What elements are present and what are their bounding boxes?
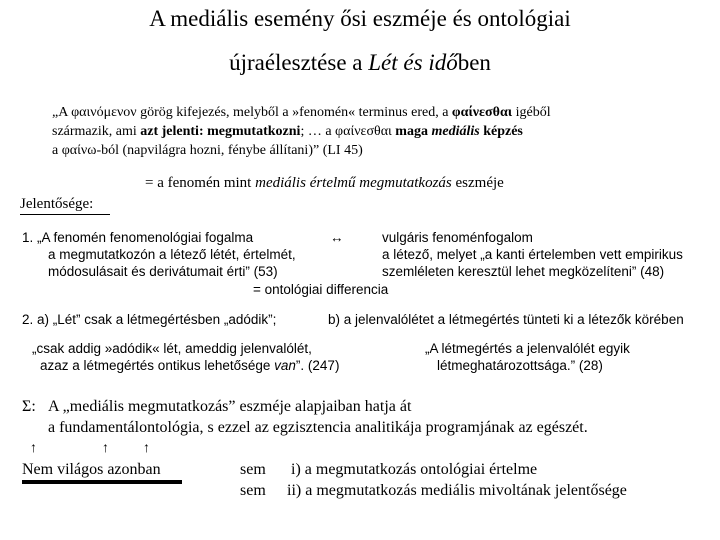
quote-l2-bold3: képzés <box>479 124 523 139</box>
quote-l1-a: „A <box>52 105 72 120</box>
point1-left-line3: módosulásait és derivátumait érti” (53) <box>48 264 278 279</box>
quote-l1-greek: φαινόμενον <box>71 105 137 120</box>
up-arrow-2: ↑ <box>102 441 109 456</box>
unclear-label: Nem világos azonban <box>22 461 161 478</box>
quote-l1-b: görög kifejezés, melyből a »fenomén« terminus ered, a <box>136 105 452 120</box>
sem-1: sem <box>240 461 266 478</box>
quote-l3-b: -ból (napvilágra hozni, fénybe állítani)” (LI 45) <box>96 143 363 158</box>
sigma-line2: a fundamentálontológia, s ezzel az egzisztencia analitikája programjának az egészét. <box>48 419 588 436</box>
point2-quote-left-line1: „csak addig »adódik« lét, ameddig jelenvalólét, <box>32 341 312 356</box>
point1-right-line1: vulgáris fenoménfogalom <box>382 230 533 245</box>
unclear-underline <box>22 480 182 484</box>
point2-right: b) a jelenvalólétet a létmegértés tünteti ki a létezők körében <box>328 312 684 327</box>
quote-line3 <box>52 142 363 159</box>
quote-l3-greek: φαίνω <box>61 143 97 158</box>
item-i: i) a megmutatkozás ontológiai értelme <box>291 461 538 478</box>
quote-l1-c: igéből <box>512 105 551 120</box>
eq-pre: = a fenomén mint <box>145 175 256 191</box>
section-label-underline <box>20 214 110 215</box>
point2-ql2-pre: azaz a létmegértés ontikus lehetősége <box>40 358 275 373</box>
slide-title-line2 <box>0 50 720 76</box>
item-ii: ii) a megmutatkozás mediális mivoltának jelentősége <box>287 482 627 499</box>
quote-l2-bold: azt jelenti: megmutatkozni <box>140 124 301 139</box>
title-line2-italic: Lét és idő <box>368 50 458 75</box>
eq-italic: mediális értelmű megmutatkozás <box>255 175 452 191</box>
point1-arrow: ↔ <box>330 230 344 245</box>
quote-l2-greek: φαίνεσθαι <box>335 124 392 139</box>
point2-quote-left-line2 <box>40 358 339 373</box>
title-line2-post: ben <box>457 50 491 75</box>
quote-l1-greek2: φαίνεσθαι <box>451 105 513 120</box>
point2-ql2-italic: van <box>274 358 296 373</box>
quote-l2-bold-italic: mediális <box>431 124 480 139</box>
up-arrow-3: ↑ <box>143 441 150 456</box>
quote-l2-b: ; … a <box>300 124 336 139</box>
phenomenon-equation <box>145 175 504 192</box>
quote-line1 <box>52 104 551 121</box>
quote-line2 <box>52 123 523 140</box>
quote-l3-a: a <box>52 143 62 158</box>
point1-right-line2: a létező, melyet „a kanti értelemben vett empirikus <box>382 247 683 262</box>
point2-left: 2. a) „Lét” csak a létmegértésben „adódik”; <box>22 312 277 327</box>
sigma-line1: A „mediális megmutatkozás” eszméje alapjaiban hatja át <box>48 398 412 415</box>
slide-title-line1: A mediális esemény ősi eszméje és ontológiai <box>149 6 571 31</box>
point1-center: = ontológiai differencia <box>253 282 389 297</box>
sem-2: sem <box>240 482 266 499</box>
point2-ql2-post: ”. (247) <box>295 358 340 373</box>
point2-quote-right-line1: „A létmegértés a jelenvalólét egyik <box>425 341 630 356</box>
section-label: Jelentősége: <box>20 196 94 212</box>
sigma-symbol: Σ: <box>22 398 36 415</box>
point1-left-line1: 1. „A fenomén fenomenológiai fogalma <box>22 230 254 245</box>
point2-quote-right-line2: létmeghatározottsága.” (28) <box>437 358 603 373</box>
quote-l2-a: származik, ami <box>52 124 141 139</box>
point1-left-line2: a megmutatkozón a létező létét, értelmét, <box>48 247 296 262</box>
eq-post: eszméje <box>451 175 504 191</box>
point1-right-line3: szemléleten keresztül lehet megközelíteni” (48) <box>382 264 665 279</box>
title-line2-pre: újraélesztése a <box>229 50 369 75</box>
quote-l2-bold2: maga <box>391 124 432 139</box>
up-arrow-1: ↑ <box>30 441 37 456</box>
